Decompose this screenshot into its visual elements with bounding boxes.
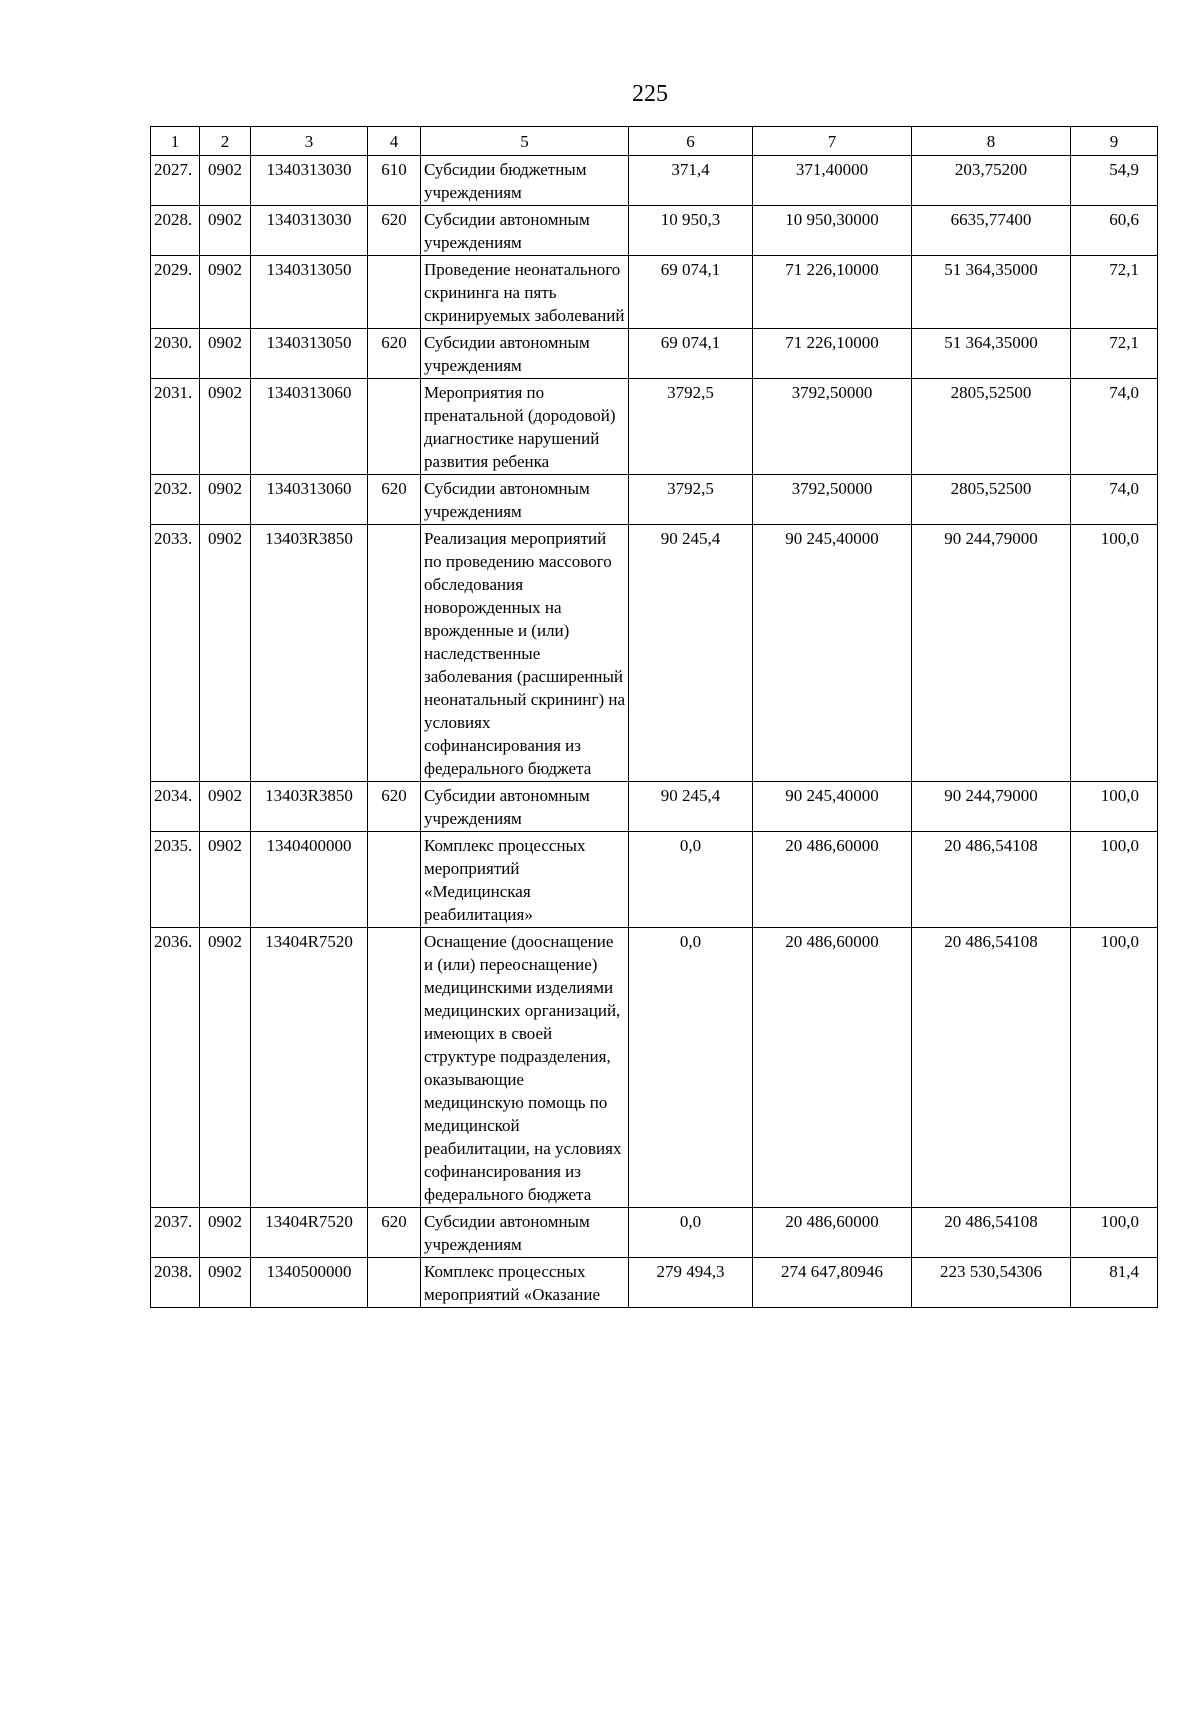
target-article-code: 1340313060 xyxy=(251,475,368,525)
row-number: 2034. xyxy=(151,782,200,832)
expense-type-code: 620 xyxy=(368,475,421,525)
expense-type-code: 620 xyxy=(368,206,421,256)
value-col-7: 20 486,60000 xyxy=(753,832,912,928)
row-number: 2030. xyxy=(151,329,200,379)
column-header: 2 xyxy=(200,127,251,156)
table-row xyxy=(151,1208,1158,1258)
value-col-9: 81,4 xyxy=(1071,1258,1158,1308)
section-code: 0902 xyxy=(200,1258,251,1308)
expense-type-code xyxy=(368,832,421,928)
target-article-code: 1340313050 xyxy=(251,329,368,379)
value-col-8: 20 486,54108 xyxy=(912,1208,1071,1258)
target-article-code: 13404R7520 xyxy=(251,1208,368,1258)
item-name: Комплекс процессных мероприятий «Медицинская реабилитация» xyxy=(421,832,629,928)
table-row xyxy=(151,329,1158,379)
table-row xyxy=(151,256,1158,329)
value-col-6: 371,4 xyxy=(629,156,753,206)
value-col-6: 0,0 xyxy=(629,1208,753,1258)
value-col-6: 0,0 xyxy=(629,832,753,928)
row-number: 2033. xyxy=(151,525,200,782)
table-row xyxy=(151,475,1158,525)
item-name: Субсидии автономным учреждениям xyxy=(421,206,629,256)
item-name: Оснащение (дооснащение и (или) переоснащение) медицинскими изделиями медицинских организаций, имеющих в своей структуре подразделения, оказывающие медицинскую помощь по медицинской реабилитации, на условиях софинансирования из федерального бюджета xyxy=(421,928,629,1208)
value-col-6: 3792,5 xyxy=(629,379,753,475)
value-col-8: 203,75200 xyxy=(912,156,1071,206)
column-header: 5 xyxy=(421,127,629,156)
table-row xyxy=(151,206,1158,256)
value-col-6: 90 245,4 xyxy=(629,782,753,832)
value-col-7: 371,40000 xyxy=(753,156,912,206)
value-col-8: 6635,77400 xyxy=(912,206,1071,256)
target-article-code: 1340400000 xyxy=(251,832,368,928)
value-col-6: 0,0 xyxy=(629,928,753,1208)
value-col-7: 20 486,60000 xyxy=(753,928,912,1208)
value-col-7: 90 245,40000 xyxy=(753,525,912,782)
expense-type-code: 610 xyxy=(368,156,421,206)
value-col-6: 10 950,3 xyxy=(629,206,753,256)
value-col-8: 90 244,79000 xyxy=(912,782,1071,832)
value-col-9: 100,0 xyxy=(1071,782,1158,832)
column-header: 1 xyxy=(151,127,200,156)
section-code: 0902 xyxy=(200,525,251,782)
section-code: 0902 xyxy=(200,475,251,525)
section-code: 0902 xyxy=(200,379,251,475)
value-col-7: 90 245,40000 xyxy=(753,782,912,832)
row-number: 2029. xyxy=(151,256,200,329)
value-col-9: 54,9 xyxy=(1071,156,1158,206)
target-article-code: 1340313050 xyxy=(251,256,368,329)
value-col-9: 72,1 xyxy=(1071,329,1158,379)
table-row xyxy=(151,928,1158,1208)
value-col-9: 72,1 xyxy=(1071,256,1158,329)
expense-type-code xyxy=(368,256,421,329)
row-number: 2038. xyxy=(151,1258,200,1308)
target-article-code: 1340313060 xyxy=(251,379,368,475)
value-col-8: 51 364,35000 xyxy=(912,329,1071,379)
target-article-code: 1340313030 xyxy=(251,156,368,206)
table-row xyxy=(151,832,1158,928)
row-number: 2028. xyxy=(151,206,200,256)
section-code: 0902 xyxy=(200,256,251,329)
column-header: 7 xyxy=(753,127,912,156)
target-article-code: 13403R3850 xyxy=(251,782,368,832)
item-name: Комплекс процессных мероприятий «Оказание xyxy=(421,1258,629,1308)
value-col-6: 279 494,3 xyxy=(629,1258,753,1308)
expense-type-code xyxy=(368,1258,421,1308)
section-code: 0902 xyxy=(200,1208,251,1258)
value-col-8: 90 244,79000 xyxy=(912,525,1071,782)
table-row xyxy=(151,525,1158,782)
value-col-9: 100,0 xyxy=(1071,1208,1158,1258)
value-col-9: 100,0 xyxy=(1071,928,1158,1208)
value-col-8: 2805,52500 xyxy=(912,475,1071,525)
row-number: 2035. xyxy=(151,832,200,928)
section-code: 0902 xyxy=(200,329,251,379)
target-article-code: 13403R3850 xyxy=(251,525,368,782)
column-header: 3 xyxy=(251,127,368,156)
table-row xyxy=(151,782,1158,832)
item-name: Субсидии бюджетным учреждениям xyxy=(421,156,629,206)
expense-type-code xyxy=(368,525,421,782)
value-col-6: 69 074,1 xyxy=(629,256,753,329)
row-number: 2037. xyxy=(151,1208,200,1258)
row-number: 2036. xyxy=(151,928,200,1208)
expense-type-code: 620 xyxy=(368,329,421,379)
table-row xyxy=(151,379,1158,475)
expense-type-code: 620 xyxy=(368,1208,421,1258)
value-col-8: 2805,52500 xyxy=(912,379,1071,475)
item-name: Проведение неонатального скрининга на пять скринируемых заболеваний xyxy=(421,256,629,329)
target-article-code: 13404R7520 xyxy=(251,928,368,1208)
row-number: 2032. xyxy=(151,475,200,525)
value-col-7: 71 226,10000 xyxy=(753,256,912,329)
value-col-7: 274 647,80946 xyxy=(753,1258,912,1308)
value-col-9: 60,6 xyxy=(1071,206,1158,256)
expense-type-code: 620 xyxy=(368,782,421,832)
table-row xyxy=(151,1258,1158,1308)
row-number: 2031. xyxy=(151,379,200,475)
section-code: 0902 xyxy=(200,832,251,928)
section-code: 0902 xyxy=(200,156,251,206)
value-col-9: 100,0 xyxy=(1071,525,1158,782)
value-col-8: 20 486,54108 xyxy=(912,928,1071,1208)
value-col-9: 74,0 xyxy=(1071,379,1158,475)
value-col-6: 3792,5 xyxy=(629,475,753,525)
budget-table xyxy=(150,126,1158,1308)
value-col-9: 100,0 xyxy=(1071,832,1158,928)
section-code: 0902 xyxy=(200,782,251,832)
item-name: Субсидии автономным учреждениям xyxy=(421,782,629,832)
section-code: 0902 xyxy=(200,928,251,1208)
target-article-code: 1340500000 xyxy=(251,1258,368,1308)
value-col-8: 51 364,35000 xyxy=(912,256,1071,329)
column-header: 8 xyxy=(912,127,1071,156)
column-header: 4 xyxy=(368,127,421,156)
value-col-7: 71 226,10000 xyxy=(753,329,912,379)
value-col-9: 74,0 xyxy=(1071,475,1158,525)
item-name: Субсидии автономным учреждениям xyxy=(421,329,629,379)
section-code: 0902 xyxy=(200,206,251,256)
column-header: 6 xyxy=(629,127,753,156)
value-col-6: 69 074,1 xyxy=(629,329,753,379)
page-number: 225 xyxy=(632,81,668,107)
item-name: Реализация мероприятий по проведению массового обследования новорожденных на врожденные и (или) наследственные заболевания (расширенный неонатальный скрининг) на условиях софинансирования из федерального бюджета xyxy=(421,525,629,782)
column-header: 9 xyxy=(1071,127,1158,156)
value-col-8: 223 530,54306 xyxy=(912,1258,1071,1308)
expense-type-code xyxy=(368,379,421,475)
value-col-6: 90 245,4 xyxy=(629,525,753,782)
table-header-row xyxy=(151,127,1158,156)
item-name: Мероприятия по пренатальной (дородовой) диагностике нарушений развития ребенка xyxy=(421,379,629,475)
value-col-7: 3792,50000 xyxy=(753,379,912,475)
value-col-7: 3792,50000 xyxy=(753,475,912,525)
target-article-code: 1340313030 xyxy=(251,206,368,256)
table-row xyxy=(151,156,1158,206)
row-number: 2027. xyxy=(151,156,200,206)
value-col-8: 20 486,54108 xyxy=(912,832,1071,928)
item-name: Субсидии автономным учреждениям xyxy=(421,1208,629,1258)
expense-type-code xyxy=(368,928,421,1208)
item-name: Субсидии автономным учреждениям xyxy=(421,475,629,525)
value-col-7: 10 950,30000 xyxy=(753,206,912,256)
value-col-7: 20 486,60000 xyxy=(753,1208,912,1258)
